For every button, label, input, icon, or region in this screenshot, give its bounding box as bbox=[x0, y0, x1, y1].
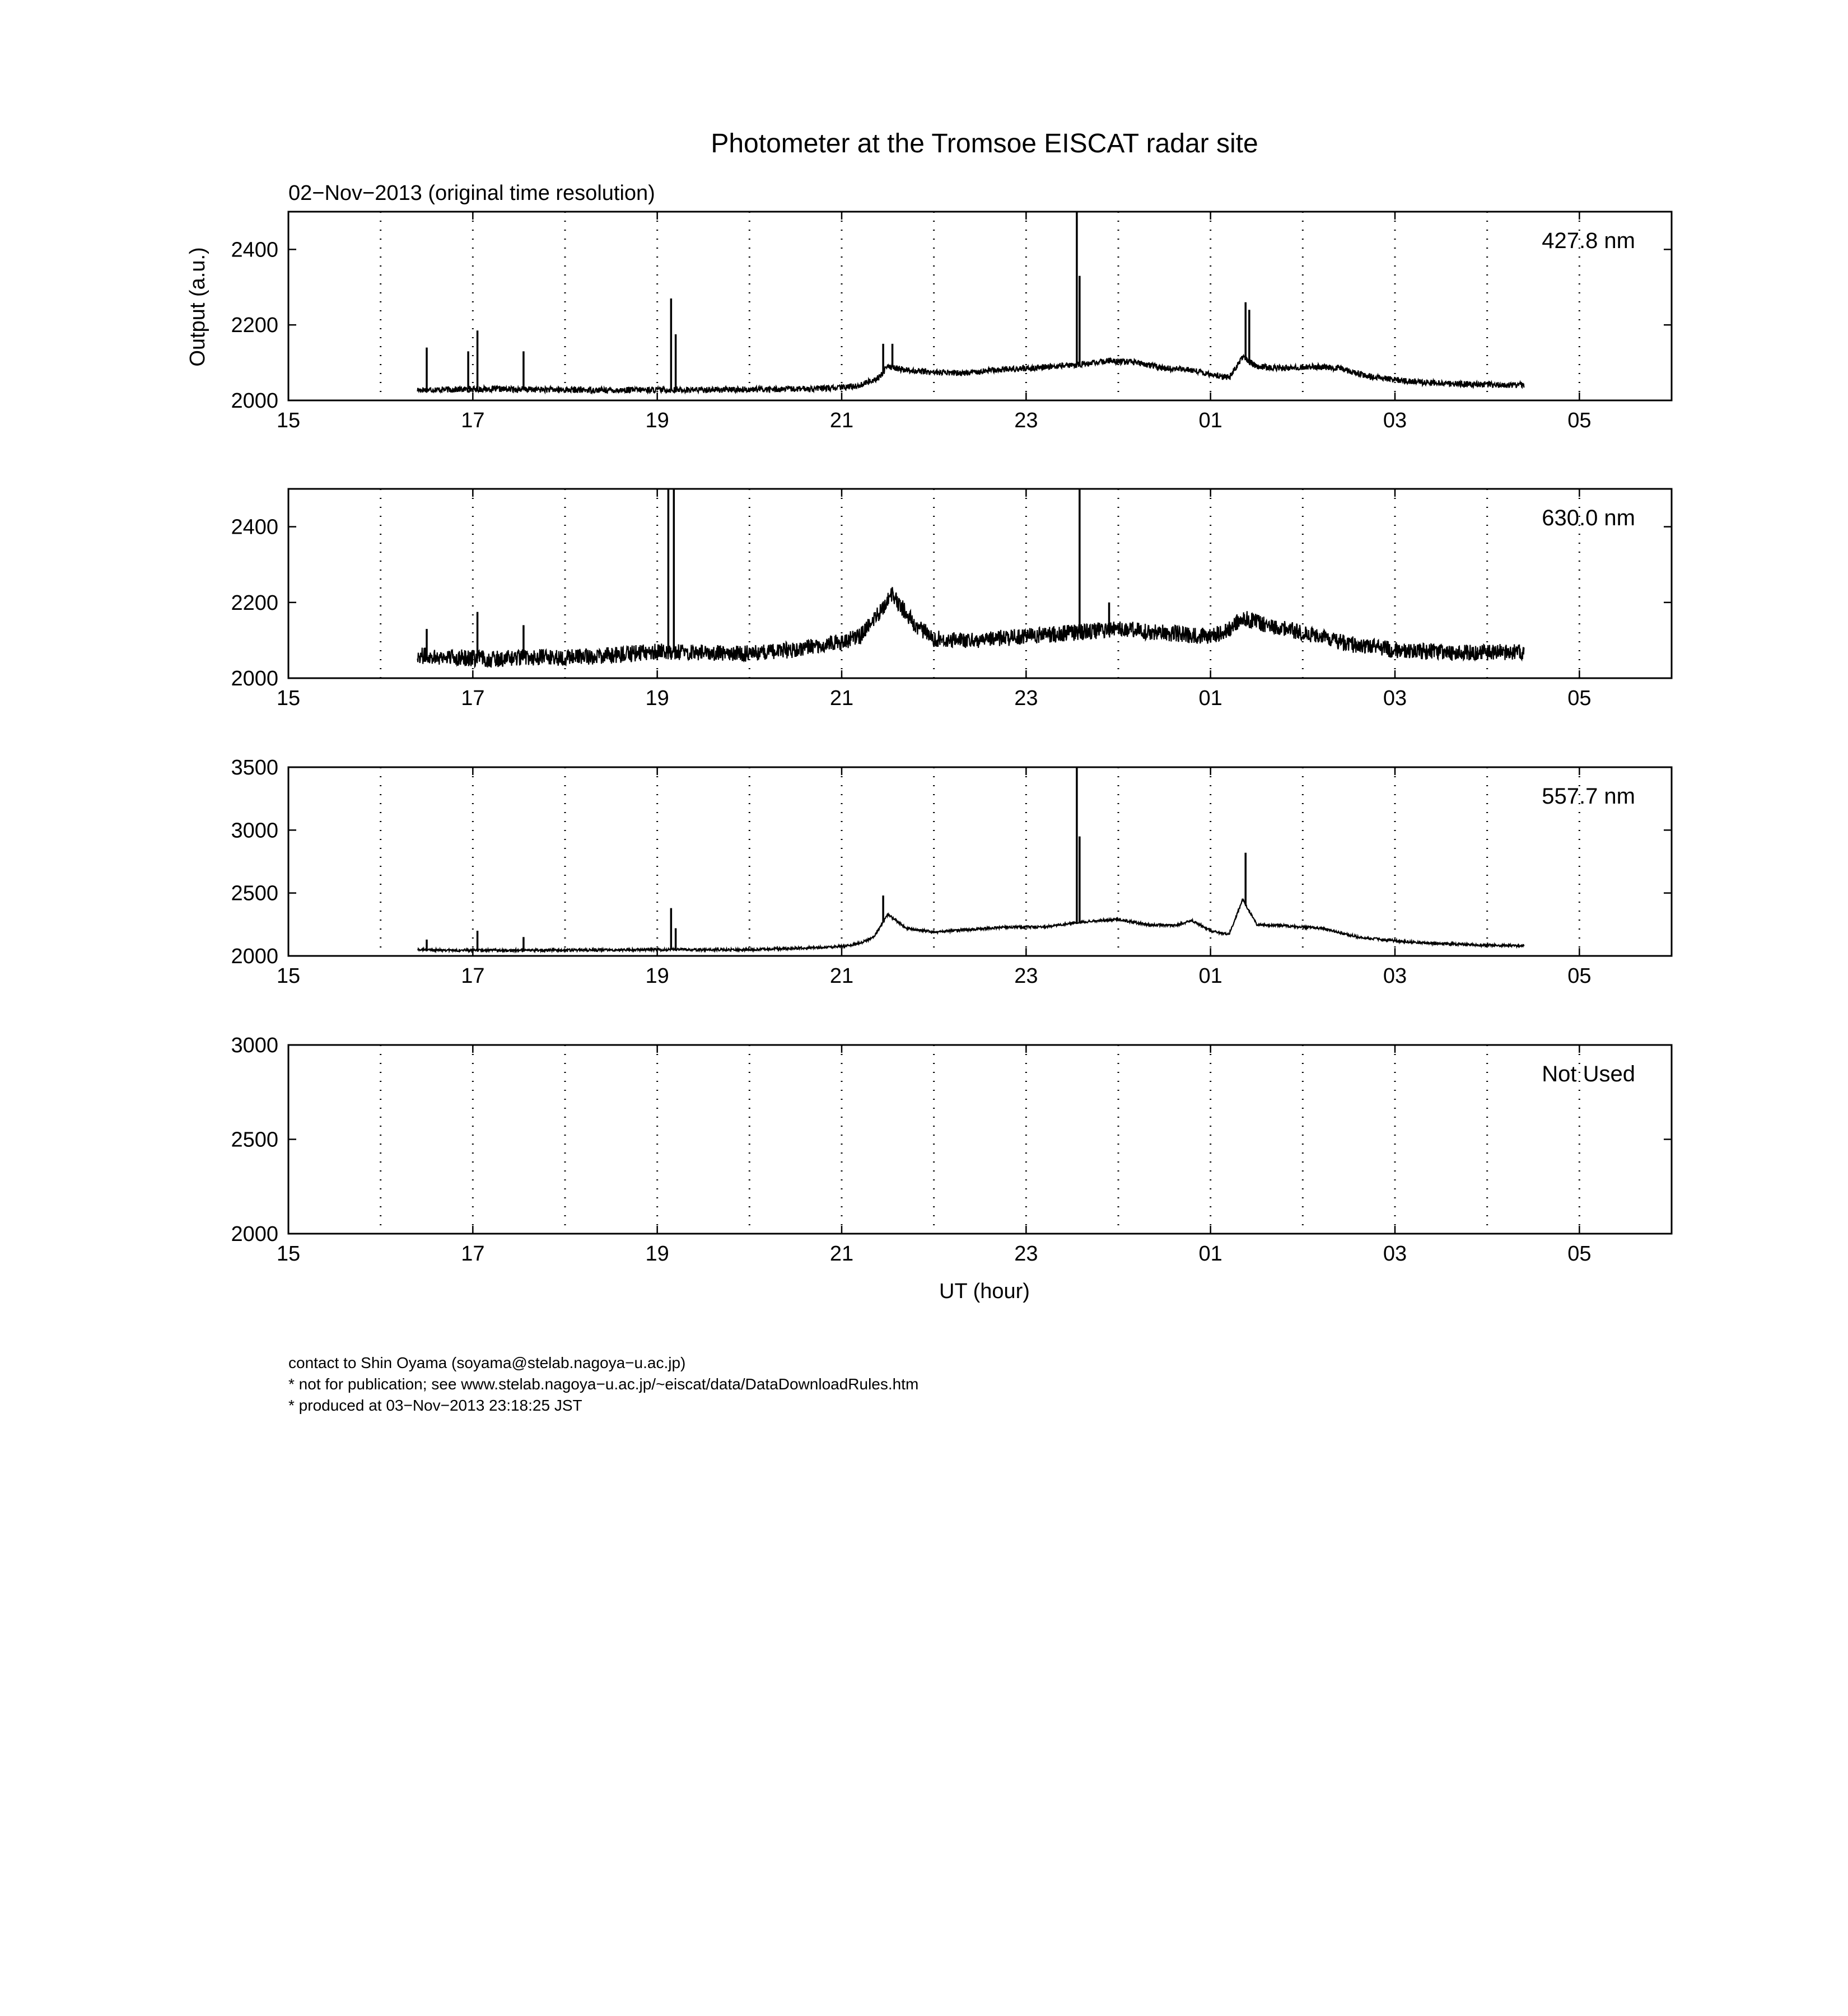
panel-1 bbox=[231, 212, 1672, 432]
x-tick-label: 17 bbox=[461, 1242, 485, 1266]
x-tick-label: 19 bbox=[645, 409, 669, 432]
x-tick-label: 03 bbox=[1383, 687, 1407, 710]
x-tick-label: 01 bbox=[1198, 409, 1222, 432]
y-tick-label: 2400 bbox=[231, 515, 278, 539]
x-tick-label: 01 bbox=[1198, 964, 1222, 988]
x-tick-label: 17 bbox=[461, 409, 485, 432]
x-tick-label: 21 bbox=[829, 687, 854, 710]
x-tick-label: 01 bbox=[1198, 687, 1222, 710]
x-tick-label: 19 bbox=[645, 964, 669, 988]
y-tick-label: 2200 bbox=[231, 314, 278, 338]
panels-group bbox=[231, 212, 1672, 1266]
panel-3 bbox=[231, 756, 1672, 988]
series-line bbox=[418, 587, 1524, 668]
x-axis-label: UT (hour) bbox=[939, 1280, 1030, 1303]
y-tick-label: 3500 bbox=[231, 756, 278, 780]
y-tick-label: 2000 bbox=[231, 667, 278, 690]
y-tick-label: 2500 bbox=[231, 881, 278, 906]
x-tick-label: 15 bbox=[276, 687, 301, 710]
x-tick-label: 21 bbox=[829, 964, 854, 988]
series-line bbox=[418, 356, 1524, 393]
y-tick-label: 2200 bbox=[231, 591, 278, 615]
y-tick-label: 2000 bbox=[231, 1222, 278, 1246]
panel-2 bbox=[231, 489, 1672, 710]
x-tick-label: 03 bbox=[1383, 1242, 1407, 1266]
x-tick-label: 19 bbox=[645, 1242, 669, 1266]
y-tick-label: 2000 bbox=[231, 945, 278, 968]
x-tick-label: 05 bbox=[1567, 409, 1592, 432]
x-tick-label: 15 bbox=[276, 1242, 301, 1266]
footer-produced: * produced at 03−Nov−2013 23:18:25 JST bbox=[288, 1397, 582, 1414]
x-tick-label: 05 bbox=[1567, 687, 1592, 710]
panel-4 bbox=[231, 1034, 1672, 1266]
series-line bbox=[418, 899, 1524, 951]
x-tick-label: 21 bbox=[829, 1242, 854, 1266]
x-tick-label: 15 bbox=[276, 409, 301, 432]
x-tick-label: 03 bbox=[1383, 409, 1407, 432]
x-tick-label: 01 bbox=[1198, 1242, 1222, 1266]
footer-contact: contact to Shin Oyama (soyama@stelab.nagoya−u.ac.jp) bbox=[288, 1354, 686, 1371]
x-tick-label: 23 bbox=[1014, 1242, 1038, 1266]
footer bbox=[288, 1352, 918, 1416]
figure-title: Photometer at the Tromsoe EISCAT radar site bbox=[711, 129, 1258, 158]
panel-label: 557.7 nm bbox=[1542, 784, 1635, 809]
panel-label: Not Used bbox=[1542, 1062, 1635, 1086]
plot-frame bbox=[288, 1045, 1672, 1234]
y-tick-label: 2500 bbox=[231, 1128, 278, 1152]
y-axis-label: Output (a.u.) bbox=[186, 247, 209, 367]
x-tick-label: 21 bbox=[829, 409, 854, 432]
footer-rules: * not for publication; see www.stelab.nagoya−u.ac.jp/~eiscat/data/DataDownloadRules.htm bbox=[288, 1375, 919, 1393]
y-tick-label: 2000 bbox=[231, 389, 278, 413]
x-tick-label: 23 bbox=[1014, 964, 1038, 988]
x-tick-label: 03 bbox=[1383, 964, 1407, 988]
panel-label: 630.0 nm bbox=[1542, 506, 1635, 530]
x-tick-label: 05 bbox=[1567, 964, 1592, 988]
x-tick-label: 15 bbox=[276, 964, 301, 988]
x-tick-label: 23 bbox=[1014, 687, 1038, 710]
x-tick-label: 23 bbox=[1014, 409, 1038, 432]
y-tick-label: 3000 bbox=[231, 1034, 278, 1057]
y-tick-label: 2400 bbox=[231, 238, 278, 262]
x-tick-label: 19 bbox=[645, 687, 669, 710]
x-tick-label: 17 bbox=[461, 687, 485, 710]
x-tick-label: 17 bbox=[461, 964, 485, 988]
panel-label: 427.8 nm bbox=[1542, 228, 1635, 253]
x-tick-label: 05 bbox=[1567, 1242, 1592, 1266]
y-tick-label: 3000 bbox=[231, 819, 278, 843]
figure-subtitle: 02−Nov−2013 (original time resolution) bbox=[288, 181, 655, 205]
